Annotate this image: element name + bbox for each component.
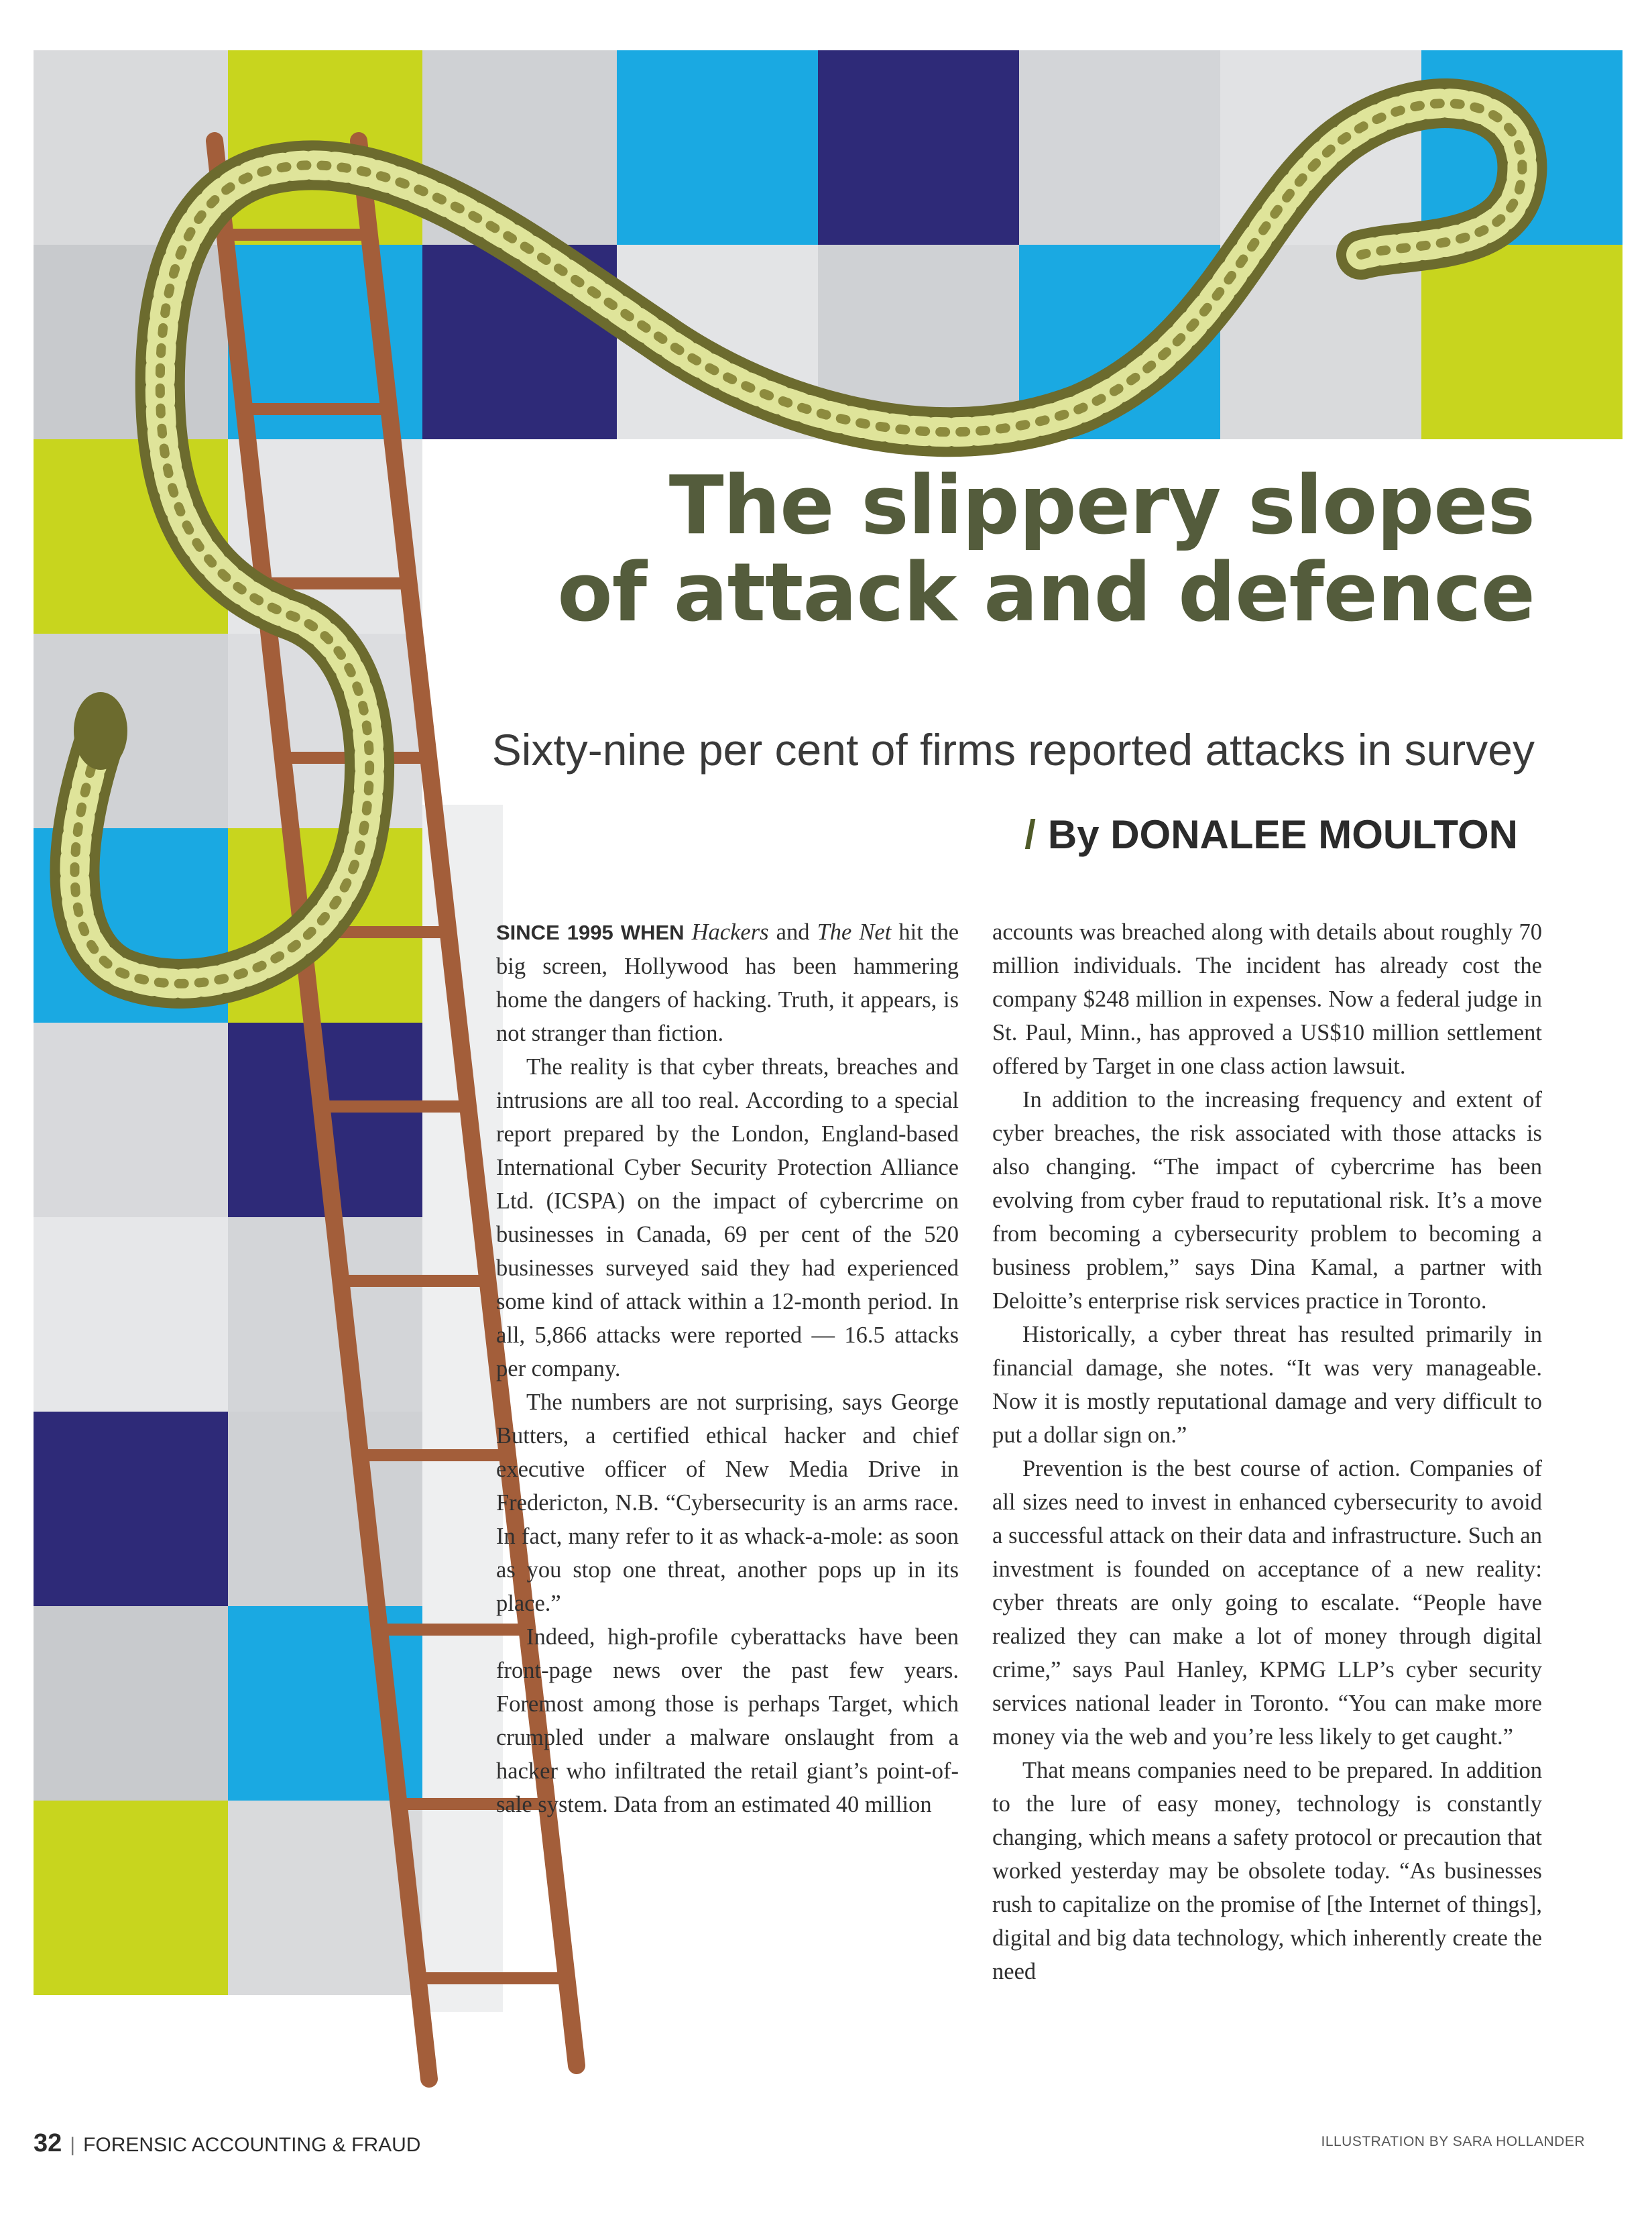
byline-slash: / bbox=[1024, 812, 1036, 857]
paragraph: The reality is that cyber threats, breaches and intrusions are all too real. According to a special report prepared by the London, England-based International Cyber Security Protection Alliance Ltd. (ICSPA) on the impact of cybercrime on businesses in Canada, 69 per cent of the 520 businesses surveyed said they had experienced some kind of attack within a 12-month period. In all, 5,866 attacks were reported — 16.5 attacks per company. bbox=[496, 1054, 959, 1381]
title-line: of attack and defence bbox=[557, 546, 1535, 640]
film-title: Hackers bbox=[691, 919, 769, 945]
body-column-1 bbox=[496, 915, 959, 1821]
paragraph: accounts was breached along with details about roughly 70 million individuals. The incident has already cost the company $248 million in expenses. Now a federal judge in St. Paul, Minn., has approved a US$10 million settlement offered by Target in one class action lawsuit. bbox=[992, 919, 1542, 1079]
publication-name: FORENSIC ACCOUNTING & FRAUD bbox=[83, 2134, 421, 2156]
title-line: The slippery slopes bbox=[668, 459, 1535, 553]
article-subtitle: Sixty-nine per cent of firms reported attacks in survey bbox=[491, 725, 1535, 775]
snake-head bbox=[74, 692, 127, 770]
byline-author: By DONALEE MOULTON bbox=[1047, 812, 1518, 857]
paragraph: Prevention is the best course of action. Companies of all sizes need to invest in enhanced cybersecurity to avoid a successful attack on their data and infrastructure. Such an investment is founded on acceptance of a new reality: cyber threats are only going to escalate. “People have realized they can make a lot of money through digital crime,” says Paul Hanley, KPMG LLP’s cyber security services national leader in Toronto. “You can make more money via the web and you’re less likely to get caught.” bbox=[992, 1456, 1542, 1750]
lead-in: SINCE 1995 WHEN bbox=[496, 921, 685, 944]
body-column-2 bbox=[992, 915, 1542, 1988]
illustration-credit: ILLUSTRATION BY SARA HOLLANDER bbox=[1321, 2134, 1585, 2149]
paragraph: Historically, a cyber threat has resulted primarily in financial damage, she notes. “It was very manageable. Now it is mostly reputational damage and very difficult to put a dollar sign on.” bbox=[992, 1322, 1542, 1448]
paragraph: Indeed, high-profile cyberattacks have been front-page news over the past few years. Foremost among those is perhaps Target, which crumpled under a malware onslaught from a hacker who infiltrated the retail giant’s point-of-sale system. Data from an estimated 40 million bbox=[496, 1624, 959, 1817]
footer-separator: | bbox=[70, 2134, 76, 2156]
film-title: The Net bbox=[817, 919, 892, 945]
paragraph-text: hit the big screen, Hollywood has been hammering home the dangers of hacking. Truth, it appears, is not stranger than fiction. bbox=[496, 919, 959, 1046]
paragraph bbox=[496, 915, 959, 1050]
page-footer bbox=[34, 2129, 420, 2158]
byline bbox=[1024, 811, 1518, 858]
page-number: 32 bbox=[34, 2129, 62, 2157]
paragraph-text: and bbox=[776, 919, 810, 945]
article-title bbox=[529, 459, 1535, 640]
paragraph: In addition to the increasing frequency and extent of cyber breaches, the risk associated with those attacks is also changing. “The impact of cybercrime has been evolving from cyber fraud to reputational risk. It’s a move from becoming a cybersecurity problem to becoming a business problem,” says Dina Kamal, a partner with Deloitte’s enterprise risk services practice in Toronto. bbox=[992, 1087, 1542, 1314]
paragraph: That means companies need to be prepared. In addition to the lure of easy money, technology is constantly changing, which means a safety protocol or precaution that worked yesterday may be obsolete today. “As businesses rush to capitalize on the promise of [the Internet of things], digital and big data technology, which inherently create the need bbox=[992, 1758, 1542, 1984]
paragraph: The numbers are not surprising, says George Butters, a certified ethical hacker and chief executive officer of New Media Drive in Fredericton, N.B. “Cybersecurity is an arms race. In fact, many refer to it as whack-a-mole: as soon as you stop one threat, another pops up in its place.” bbox=[496, 1389, 959, 1616]
